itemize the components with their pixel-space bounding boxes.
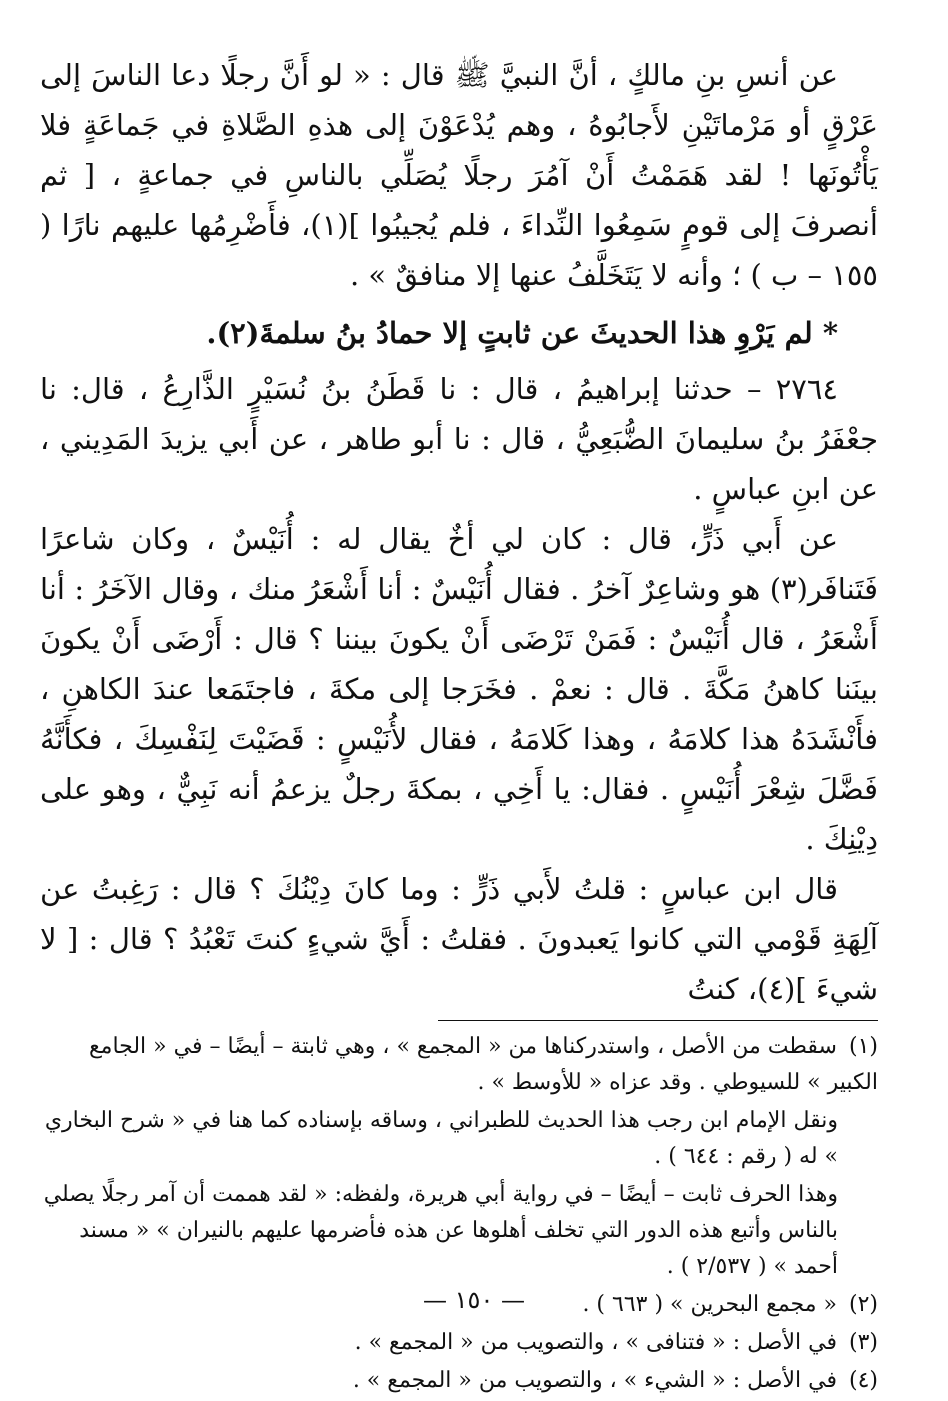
footnotes-section — [40, 1029, 878, 1399]
footnote-text: سقطت من الأصل ، واستدركناها من « المجمع » ، وهي ثابتة – أيضًا – في « الجامع الكبير » للسيوطي . وقد عزاه « للأوسط » . — [88, 1034, 878, 1095]
page-number: — ١٥٠ — — [423, 1286, 525, 1314]
footnote-text: « مجمع البحرين » ( ٦٦٣ ) . — [582, 1292, 837, 1317]
main-text — [40, 50, 878, 1014]
hadith-text-anas: عن أنسِ بنِ مالكٍ ، أنَّ النبيَّ ﷺ قال : « لو أَنَّ رجلًا دعا الناسَ إلى عَرْقٍ أو مَرْماتَيْنِ لأَجابُوهُ ، وهم يُدْعَوْنَ إلى هذهِ الصَّلاةِ في جَماعَةٍ فلا يَأْتُونَها ! لقد هَمَمْتُ أَنْ آمُرَ رجلًا يُصَلِّي بالناسِ في جماعةٍ ، [ ثم أنصرفَ إلى قومٍ سَمِعُوا النِّداءَ ، فلم يُجيبُوا ](١)، فأَضْرِمُها عليهم نارًا ( ١٥٥ – ب ) ؛ وأنه لا يَتَخَلَّفُ عنها إلا منافقٌ » . — [40, 58, 878, 292]
footnote-separator — [438, 1020, 878, 1021]
footnote-number: (٢) — [848, 1292, 878, 1317]
hadith-text-ibn-abbas: قال ابن عباسٍ : قلتُ لأَبي ذَرٍّ : وما كانَ دِيْنُكَ ؟ قال : رَغِبتُ عن آلِهَةِ قَوْمي التي كانوا يَعبدونَ . فقلتُ : أَيَّ شيءٍ كنتَ تَعْبُدُ ؟ قال : [ لا شيءَ ](٤)، كنتُ — [40, 872, 878, 1006]
footnote-1-continuation: وهذا الحرف ثابت – أيضًا – في رواية أبي هريرة، ولفظه: « لقد هممت أن آمر رجلًا يصلي بالناس وأتبع هذه الدور التي تخلف أهلوها عن هذه فأضرمها عليهم بالنيران » « مسند أحمد » ( ٢/٥٣٧ ) . — [43, 1182, 838, 1279]
footnote-number: (١) — [848, 1034, 878, 1059]
editor-note-line: * لم يَرْوِ هذا الحديثَ عن ثابتٍ إلا حمادُ بنُ سلمةَ(٢). — [206, 316, 838, 350]
footnote-number: (٣) — [848, 1330, 878, 1355]
footnote-1 — [40, 1029, 878, 1101]
footnote-number: (٤) — [848, 1368, 878, 1393]
hadith-text-abu-dharr: عن أَبي ذَرٍّ، قال : كان لي أخٌ يقال له : أُنَيْسٌ ، وكان شاعرًا فَتَنافَر(٣) هو وشاعِرٌ آخرُ . فقال أُنَيْسٌ : أنا أَشْعَرُ منك ، وقال الآخَرُ : أنا أَشْعَرُ ، قال أُنَيْسٌ : فَمَنْ تَرْضَى أَنْ يكونَ بيننا ؟ قال : أَرْضَى أَنْ يكونَ بينَنا كاهنُ مَكَّةَ . قال : نعمْ . فخَرَجا إلى مكةَ ، فاجتَمَعا عندَ الكاهنِ ، فأَنْشَدَهُ هذا كلامَهُ ، وهذا كَلامَهُ ، فقال لأُنَيْسٍ : قَضَيْتَ لِنَفْسِكَ ، فكأَنَّهُ فَضَّلَ شِعْرَ أُنَيْسٍ . فقال: يا أَخِي ، بمكةَ رجلٌ يزعمُ أنه نَبِيٌّ ، وهو على دِيْنِكَ . — [40, 522, 878, 856]
hadith-2764-isnad: ٢٧٦٤ – حدثنا إبراهيمُ ، قال : نا قَطَنُ بنُ نُسَيْرٍ الذَّارِعُ ، قال: نا جعْفَرُ بنُ سليمانَ الضُّبَعِيُّ ، قال : نا أبو طاهر ، عن أَبي يزيدَ المَدِيني ، عن ابنِ عباسٍ . — [40, 372, 878, 506]
footnote-text: في الأصل : « فتنافى » ، والتصويب من « المجمع » . — [354, 1330, 837, 1355]
footnote-text: في الأصل : « الشيء » ، والتصويب من « المجمع » . — [352, 1368, 837, 1393]
footnote-1-continuation: ونقل الإمام ابن رجب هذا الحديث للطبراني ، وساقه بإسناده كما هنا في « شرح البخاري » له ( رقم : ٦٤٤ ) . — [44, 1108, 838, 1169]
footnote-3 — [40, 1325, 878, 1361]
footnote-4 — [40, 1363, 878, 1399]
book-page — [40, 50, 878, 1401]
